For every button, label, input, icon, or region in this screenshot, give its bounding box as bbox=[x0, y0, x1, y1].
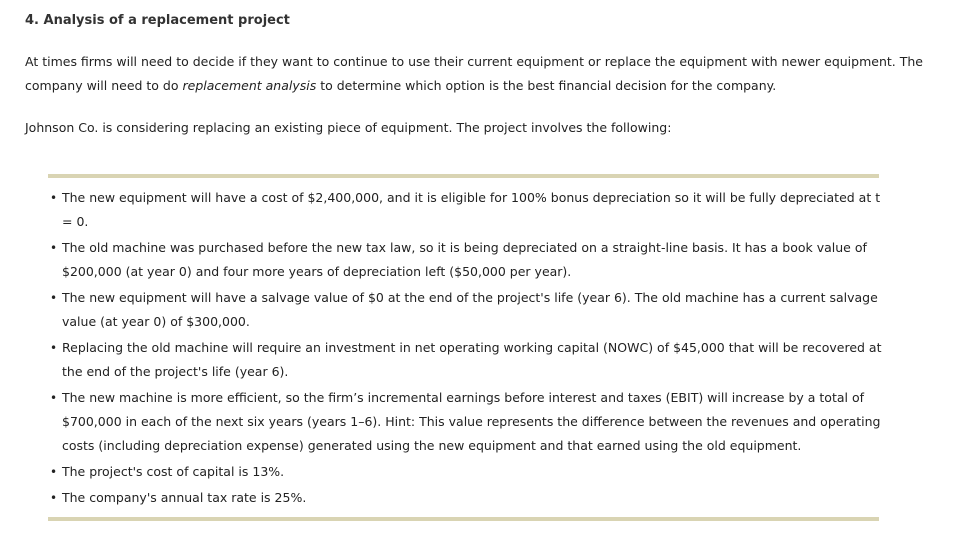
bullet-icon: • bbox=[50, 391, 58, 405]
list-item-text: The company's annual tax rate is 25%. bbox=[62, 490, 307, 505]
list-item-text: The new equipment will have a cost of $2,400,000, and it is eligible for 100% bonus depreciation so it will be fully depreciated at t = 0. bbox=[62, 190, 881, 229]
project-details-list bbox=[48, 186, 888, 512]
bullet-icon: • bbox=[50, 491, 58, 505]
intro-emphasis: replacement analysis bbox=[182, 78, 317, 93]
lead-sentence: Johnson Co. is considering replacing an existing piece of equipment. The project involves the following: bbox=[25, 120, 672, 135]
list-item-text: The new equipment will have a salvage value of $0 at the end of the project's life (year 6). The old machine has a current salvage value (at year 0) of $300,000. bbox=[62, 290, 878, 329]
section-heading: 4. Analysis of a replacement project bbox=[25, 13, 290, 28]
list-item-text: The new machine is more efficient, so the firm’s incremental earnings before interest and taxes (EBIT) will increase by a total of $700,000 in each of the next six years (years 1–6). Hint: This value represents the difference between the revenues and operating costs (including depreciation expense) generated using the new equipment and that earned using the old equipment. bbox=[62, 390, 881, 453]
bullet-icon: • bbox=[50, 341, 58, 355]
list-item-text: Replacing the old machine will require an investment in net operating working capital (NOWC) of $45,000 that will be recovered at the end of the project's life (year 6). bbox=[62, 340, 882, 379]
list-item bbox=[48, 486, 888, 510]
list-item-text: The project's cost of capital is 13%. bbox=[62, 464, 285, 479]
list-item bbox=[48, 386, 888, 458]
list-item bbox=[48, 236, 888, 284]
intro-text-part2: to determine which option is the best financial decision for the company. bbox=[316, 78, 777, 93]
bullet-icon: • bbox=[50, 291, 58, 305]
top-divider bbox=[48, 174, 879, 178]
list-item bbox=[48, 336, 888, 384]
bullet-icon: • bbox=[50, 465, 58, 479]
list-item bbox=[48, 286, 888, 334]
intro-paragraph bbox=[25, 50, 925, 98]
bullet-icon: • bbox=[50, 191, 58, 205]
intro-text-part1: At times firms will need to decide if they want to continue to use their current equipment or replace the equipment with newer equipment. The company will need to do bbox=[25, 54, 923, 93]
list-item bbox=[48, 186, 888, 234]
list-item bbox=[48, 460, 888, 484]
list-item-text: The old machine was purchased before the new tax law, so it is being depreciated on a straight-line basis. It has a book value of $200,000 (at year 0) and four more years of depreciation left ($50,000 per year). bbox=[62, 240, 867, 279]
bullet-icon: • bbox=[50, 241, 58, 255]
bottom-divider bbox=[48, 517, 879, 521]
